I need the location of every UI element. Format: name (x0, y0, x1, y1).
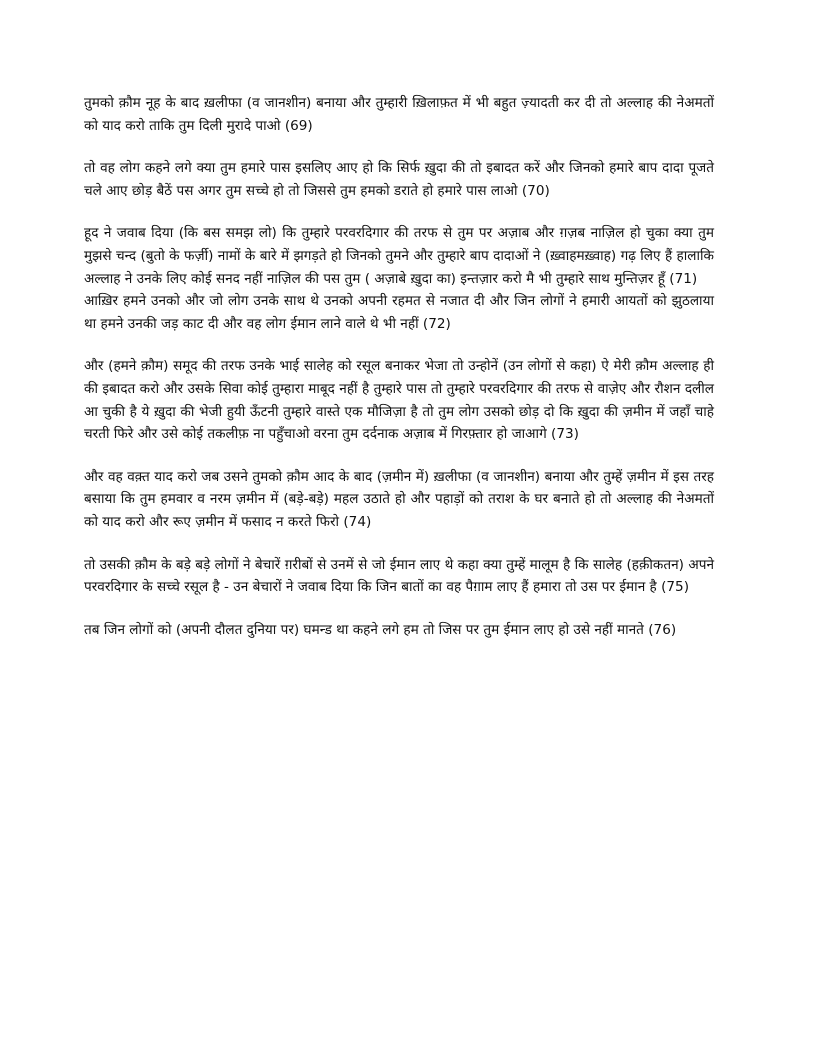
verse-75: तो उसकी क़ौम के बड़े बड़े लोगों ने बेचारें ग़रीबों से उनमें से जो ईमान लाए थे कहा क्या तुम्हें मालूम है कि सालेह (हक़ीकतन) अपने परवरदिगार के सच्चे रसूल है - उन बेचारों ने जवाब दिया कि जिन बातों का वह पैग़ाम लाए हैं हमारा तो उस पर ईमान है (75) (84, 556, 714, 596)
verse-73: और (हमने क़ौम) समूद की तरफ उनके भाई सालेह को रसूल बनाकर भेजा तो उन्होनें (उन लोगों से कहा) ऐ मेरी क़ौम अल्लाह ही की इबादत करो और उसके सिवा कोई तुम्हारा माबूद नहीं है तुम्हारे पास तो तुम्हारे परवरदिगार की तरफ से वाज़ेए और रौशन दलील आ चुकी है ये ख़ुदा की भेजी हुयी ऊँटनी तुम्हारे वास्ते एक मौजिज़ा है तो तुम लोग उसको छोड़ दो कि ख़ुदा की ज़मीन में जहाँ चाहे चरती फिरे और उसे कोई तकलीफ़ ना पहुँचाओ वरना तुम दर्दनाक अज़ाब में गिरफ़्तार हो जाआगे (73) (84, 358, 714, 443)
document-page (84, 92, 714, 661)
verse-70: तो वह लोग कहने लगे क्या तुम हमारे पास इसलिए आए हो कि सिर्फ ख़ुदा की तो इबादत करें और जिनको हमारे बाप दादा पूजते चले आए छोड़ बैठें पस अगर तुम सच्चे हो तो जिससे तुम हमको डराते हो हमारे पास लाओ (70) (84, 160, 714, 199)
verse-71: हूद ने जवाब दिया (कि बस समझ लो) कि तुम्हारे परवरदिगार की तरफ से तुम पर अज़ाब और ग़ज़ब नाज़िल हो चुका क्या तुम मुझसे चन्द (बुतो के फर्ज़ी) नामों के बारे में झगड़ते हो जिनको तुमने और तुम्हारे बाप दादाओं ने (ख़्वाहमख़्वाह) गढ़ लिए हैं हालाकि अल्लाह ने उनके लिए कोई सनद नहीं नाज़िल की पस तुम ( अज़ाबे ख़ुदा का) इन्तज़ार करो मै भी तुम्हारे साथ मुन्तिज़र हूँ (71) (84, 225, 714, 287)
verse-72: आख़िर हमने उनको और जो लोग उनके साथ थे उनको अपनी रहमत से नजात दी और जिन लोगों ने हमारी आयतों को झुठलाया था हमने उनकी जड़ काट दी और वह लोग ईमान लाने वाले थे भी नहीं (72) (84, 293, 714, 332)
verse-76: तब जिन लोगों को (अपनी दौलत दुनिया पर) घमन्ड था कहने लगे हम तो जिस पर तुम ईमान लाए हो उसे नहीं मानते (76) (84, 621, 677, 638)
verse-69: तुमको क़ौम नूह के बाद ख़लीफा (व जानशीन) बनाया और तुम्हारी ख़िलाफ़त में भी बहुत ज़्यादती कर दी तो अल्लाह की नेअमतों को याद करो ताकि तुम दिली मुरादे पाओ (69) (84, 95, 714, 134)
verse-74: और वह वक़्त याद करो जब उसने तुमको क़ौम आद के बाद (ज़मीन में) ख़लीफा (व जानशीन) बनाया और तुम्हें ज़मीन में इस तरह बसाया कि तुम हमवार व नरम ज़मीन में (बड़े-बड़े) महल उठाते हो और पहाड़ों को तराश के घर बनाते हो तो अल्लाह की नेअमतों को याद करो और रूए ज़मीन में फसाद न करते फिरो (74) (84, 468, 714, 530)
